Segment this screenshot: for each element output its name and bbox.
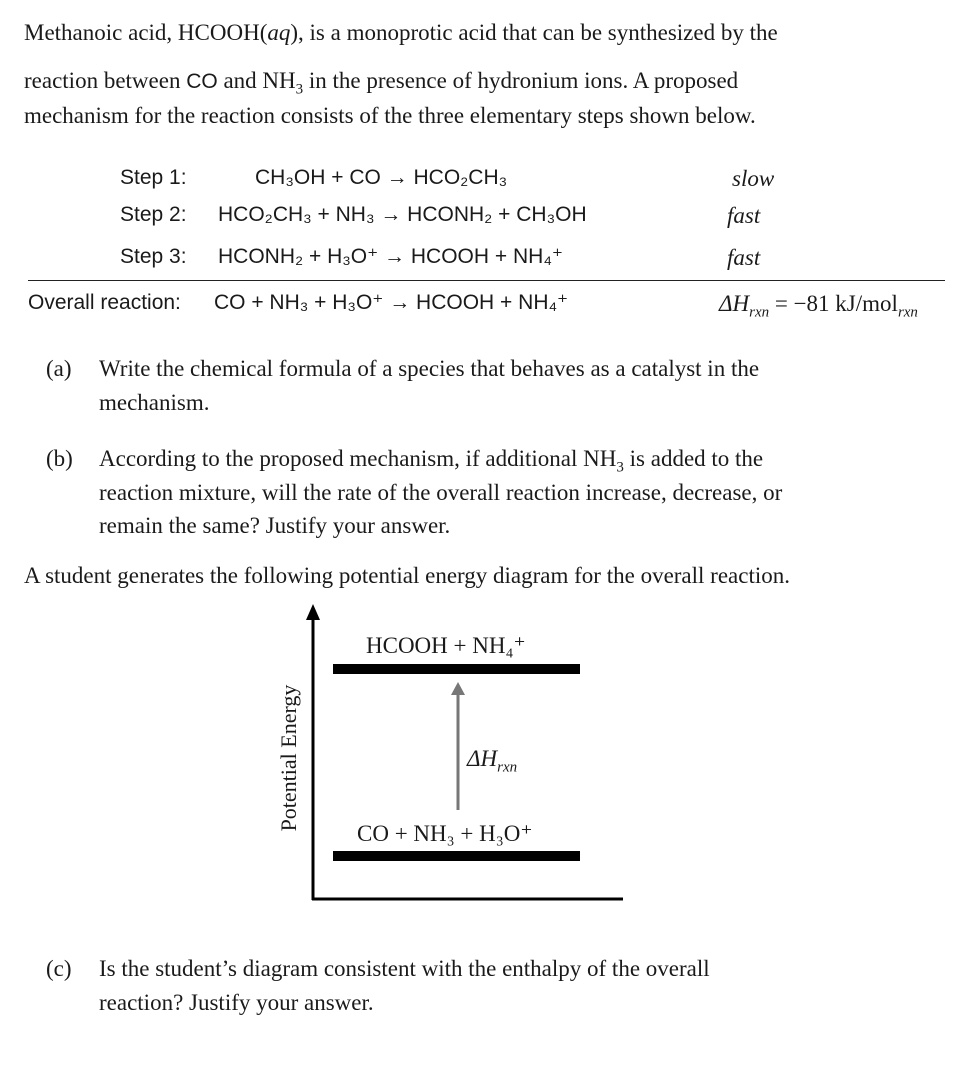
y-axis-label: Potential Energy — [276, 684, 301, 832]
question-b-label: (b) — [46, 446, 73, 471]
upper-level-label: HCOOH + NH₄⁺ — [366, 633, 526, 658]
step-3-label: Step 3: — [120, 245, 187, 268]
intro-line-3: mechanism for the reaction consists of the three elementary steps shown below. — [24, 103, 756, 128]
y-axis-arrowhead — [306, 604, 320, 620]
question-b-line-3: remain the same? Justify your answer. — [99, 513, 451, 538]
question-c-line-2: reaction? Justify your answer. — [99, 990, 374, 1015]
delta-h-arrowhead — [451, 682, 465, 695]
question-a-line-1: Write the chemical formula of a species that behaves as a catalyst in the — [99, 356, 760, 381]
step-3-rate: fast — [727, 245, 761, 270]
step-2-label: Step 2: — [120, 203, 187, 226]
step-1-rate: slow — [732, 166, 775, 191]
overall-equation: CO + NH₃ + H₃O⁺ → HCOOH + NH₄⁺ — [214, 291, 569, 314]
step-2-rate: fast — [727, 203, 761, 228]
step-1-label: Step 1: — [120, 166, 187, 189]
question-b-line-1: According to the proposed mechanism, if additional $NH_3$ is added to the — [99, 446, 764, 476]
delta-h-label: $\Delta H_{rxn}$ — [467, 746, 518, 776]
question-c-line-1: Is the student’s diagram consistent with the enthalpy of the overall — [99, 956, 710, 981]
student-sentence: A student generates the following potential energy diagram for the overall reaction. — [24, 563, 790, 588]
question-c-label: (c) — [46, 956, 72, 981]
intro-line-1: Methanoic acid, HCOOH(aq), is a monoprotic acid that can be synthesized by the — [24, 20, 778, 45]
question-a-label: (a) — [46, 356, 72, 381]
step-2-equation: HCO₂CH₃ + NH₃ → HCONH₂ + CH₃OH — [218, 203, 587, 226]
question-a-line-2: mechanism. — [99, 390, 210, 415]
overall-delta-h: $\Delta H_{rxn} = -81$ kJ/mol$_{rxn}$ — [719, 291, 918, 321]
step-3-equation: HCONH₂ + H₃O⁺ → HCOOH + NH₄⁺ — [218, 245, 563, 268]
lower-level-label: CO + NH₃ + H₃O⁺ — [357, 821, 533, 846]
lower-energy-level — [333, 851, 580, 861]
overall-divider — [28, 280, 945, 281]
upper-energy-level — [333, 664, 580, 674]
question-b-line-2: reaction mixture, will the rate of the overall reaction increase, decrease, or — [99, 480, 783, 505]
overall-label: Overall reaction: — [28, 291, 181, 314]
intro-line-2: reaction between CO and $NH_3$ in the presence of hydronium ions. A proposed — [24, 68, 739, 98]
step-1-equation: CH₃OH + CO → HCO₂CH₃ — [255, 166, 508, 189]
